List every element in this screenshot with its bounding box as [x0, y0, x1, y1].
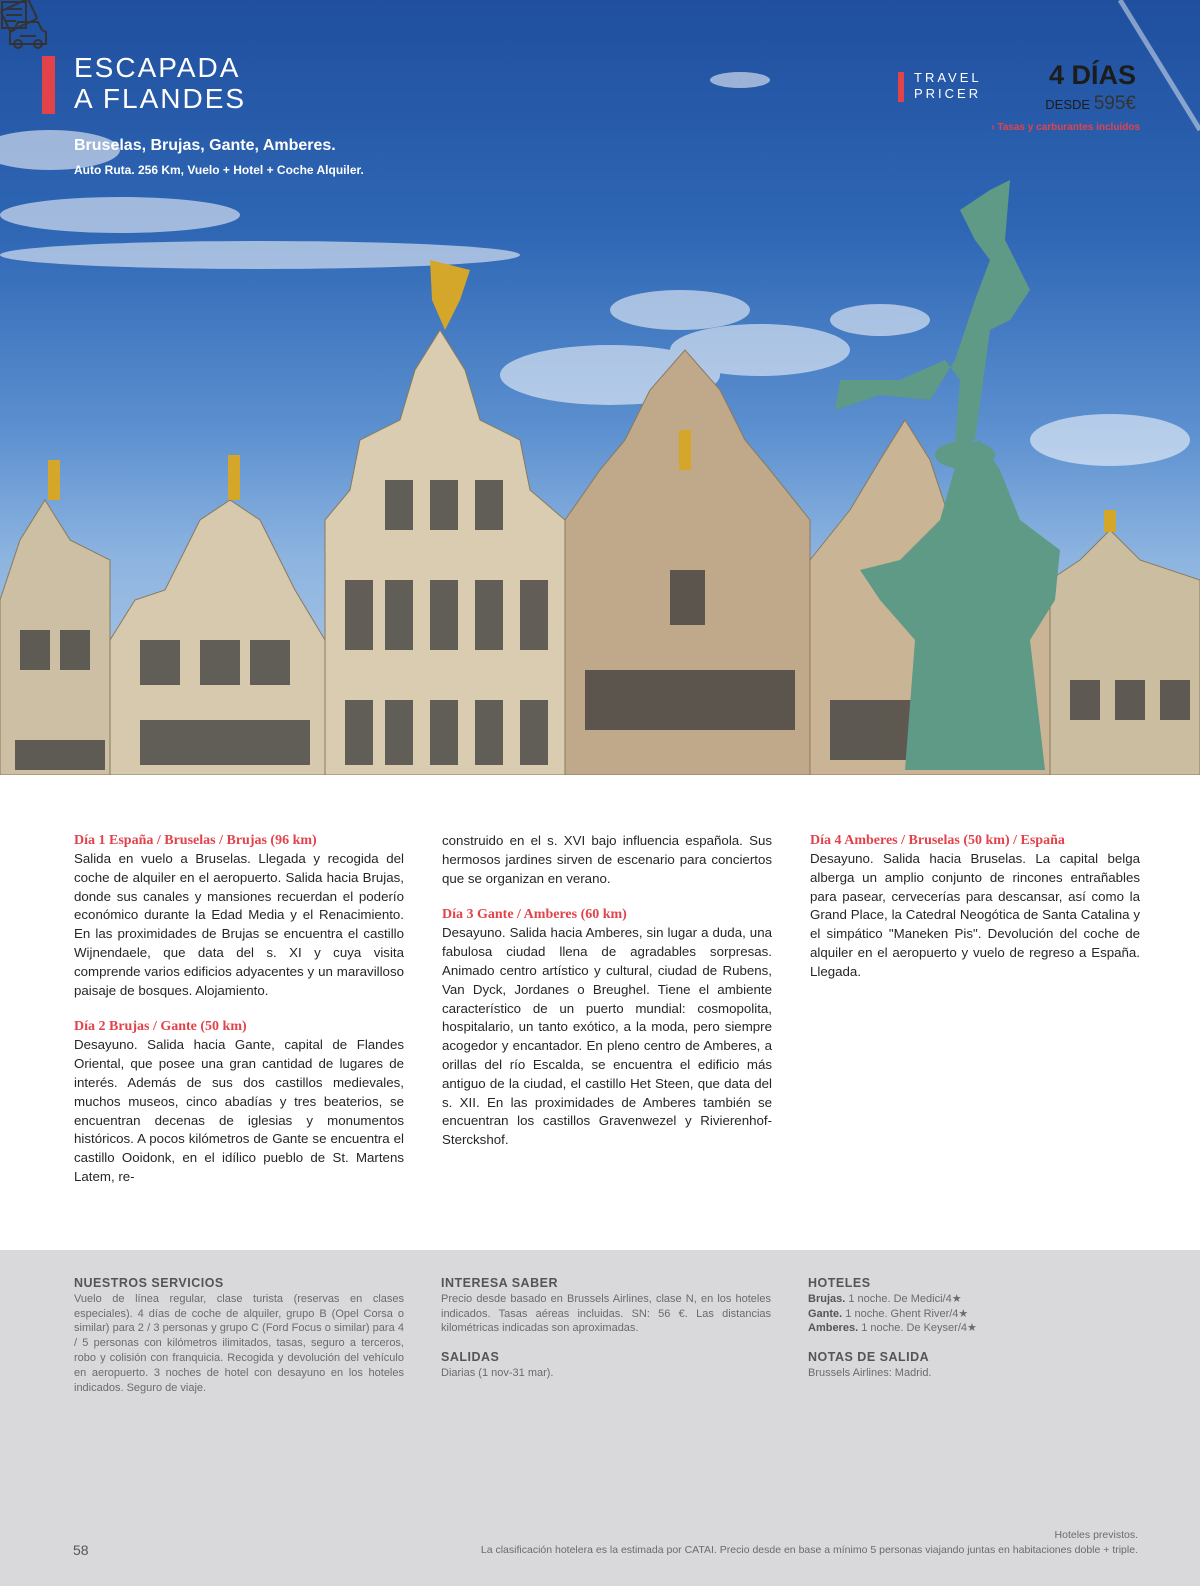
- title-accent-bar: [42, 56, 55, 114]
- day-4-title: Día 4 Amberes / Bruselas (50 km) / España: [810, 833, 1065, 848]
- notas-heading: NOTAS DE SALIDA: [808, 1350, 930, 1365]
- services-text: Vuelo de línea regular, clase turista (reservas en clases especiales). 4 días de coche de alquiler, grupo B (Opel Corsa o similar) para 2 / 3 personas y grupo C (Ford Focus o similar) para 4 / 5 personas con kilómetros ilimitados, tasas, seguro a terceros, robo y colisión con franquicia. Recogida y devolución del vehículo en aeropuerto. 3 noches de hotel con desayuno en los hoteles indicados. Seguro de viaje.: [74, 1292, 404, 1394]
- interesa-text: Precio desde basado en Brussels Airlines, clase N, en los hoteles indicados. Tasas aéreas incluidas. SN: 56 €. Las distancias kilométricas indicadas son aproximadas.: [441, 1292, 771, 1335]
- info-box: [0, 1250, 1200, 1586]
- services-section: [74, 1276, 404, 1409]
- antwerp-grote-markt-illustration: [0, 0, 1200, 775]
- taxes-note: [991, 122, 1140, 133]
- brand-line-1: TRAVEL: [914, 70, 982, 85]
- day-1-title: Día 1 España / Bruselas / Brujas (96 km): [74, 833, 317, 848]
- notas-text: Brussels Airlines: Madrid.: [808, 1366, 932, 1379]
- list-item: Brujas. 1 noche. De Medici/4★: [808, 1292, 962, 1305]
- taxes-text: Tasas y carburantes incluidos: [997, 122, 1140, 133]
- salidas-heading: SALIDAS: [441, 1350, 500, 1365]
- page-number: 58: [73, 1542, 89, 1558]
- hotels-list: [808, 1292, 1138, 1336]
- route-details: Auto Ruta. 256 Km, Vuelo + Hotel + Coche Alquiler.: [74, 163, 364, 177]
- day-2-body-start: Desayuno. Salida hacia Gante, capital de Flandes Oriental, que posee una gran cantidad de lugares de interés. Además de sus dos castillos medievales, muchos museos, cinco abadías y tres beaterios, se encuentran decenas de iglesias y monumentos históricos. A pocos kilómetros de Gante se encuentra el castillo Ooidonk, en el idílico pueblo de St. Martens Latem, re-: [74, 1037, 404, 1184]
- interesa-heading: INTERESA SABER: [441, 1276, 558, 1290]
- services-heading: NUESTROS SERVICIOS: [74, 1276, 224, 1290]
- travel-pricer-logo: [914, 70, 982, 102]
- price-row: [1045, 93, 1136, 115]
- itinerary-column-2: [442, 832, 772, 1168]
- chevron-right-icon: ›: [991, 122, 995, 133]
- title-line-1: ESCAPADA: [74, 52, 241, 83]
- day-2-title: Día 2 Brujas / Gante (50 km): [74, 1019, 247, 1035]
- itinerary-column-1: [74, 832, 404, 1205]
- page-title: [74, 52, 246, 114]
- hero-photo: [0, 0, 1200, 775]
- day-2-body-end: construido en el s. XVI bajo influencia española. Sus hermosos jardines sirven de escenario para conciertos que se organizan en verano.: [442, 833, 772, 886]
- title-line-2: A FLANDES: [74, 83, 247, 114]
- day-4-body: Desayuno. Salida hacia Bruselas. La capital belga alberga un amplio conjunto de rincones entrañables para pasear, cervecerías para descansar, así como la Grand Place, la Catedral Neogótica de Santa Catalina y el simpático "Maneken Pis". Devolución del coche de alquiler en el aeropuerto y vuelo de regreso a España. Llegada.: [810, 851, 1140, 979]
- list-item: Amberes. 1 noche. De Keyser/4★: [808, 1322, 977, 1335]
- footer-note-1: Hoteles previstos.: [1054, 1529, 1138, 1541]
- list-item: Gante. 1 noche. Ghent River/4★: [808, 1307, 969, 1320]
- brand-line-2: PRICER: [914, 86, 982, 101]
- travel-pricer-icon: [0, 0, 28, 30]
- day-3-title: Día 3 Gante / Amberes (60 km): [442, 907, 627, 923]
- hotels-heading: HOTELES: [808, 1276, 871, 1290]
- itinerary-column-3: [810, 832, 1140, 1000]
- price-value: 595€: [1093, 93, 1136, 114]
- hotels-section: [808, 1276, 1138, 1395]
- footer-note-2: La clasificación hotelera es la estimada por CATAI. Precio desde en base a mínimo 5 personas viajando juntas en habitaciones doble + triple.: [480, 1544, 1138, 1556]
- day-3-body: Desayuno. Salida hacia Amberes, sin lugar a duda, una fabulosa ciudad llena de agradables sorpresas. Animado centro artístico y cultural, ciudad de Rubens, Van Dyck, Jordanes o Breughel. Tiene el ambiente característico de un puerto mundial: cosmopolita, hospitalario, un tanto exótico, a la moda, pero siempre acogedor y encantador. En pleno centro de Amberes, a orillas del río Escalda, se encuentra el edificio más antiguo de la ciudad, el castillo Het Steen, que data del s. XII. En las proximidades de Amberes también se encuentran los castillos Gravenwezel y Rivierenhof-Sterckshof.: [442, 925, 772, 1148]
- salidas-text: Diarias (1 nov-31 mar).: [441, 1366, 554, 1379]
- route-cities: Bruselas, Brujas, Gante, Amberes.: [74, 137, 336, 154]
- footer-notes: [481, 1528, 1138, 1558]
- travel-pricer-accent-bar: [898, 72, 904, 102]
- day-1-body: Salida en vuelo a Bruselas. Llegada y recogida del coche de alquiler en el aeropuerto. Salida hacia Brujas, donde sus canales y mansiones recuerdan el poderío económico durante la Edad Media y el Renacimiento. En las proximidades de Brujas se encuentra el castillo Wijnendaele, que data del s. XI y cuya visita comprende varios edificios adyacentes y un maravilloso paisaje de bosques. Alojamiento.: [74, 851, 404, 998]
- price-prefix: DESDE: [1045, 97, 1091, 112]
- interesa-section: [441, 1276, 771, 1395]
- trip-duration: 4 DÍAS: [1048, 60, 1136, 90]
